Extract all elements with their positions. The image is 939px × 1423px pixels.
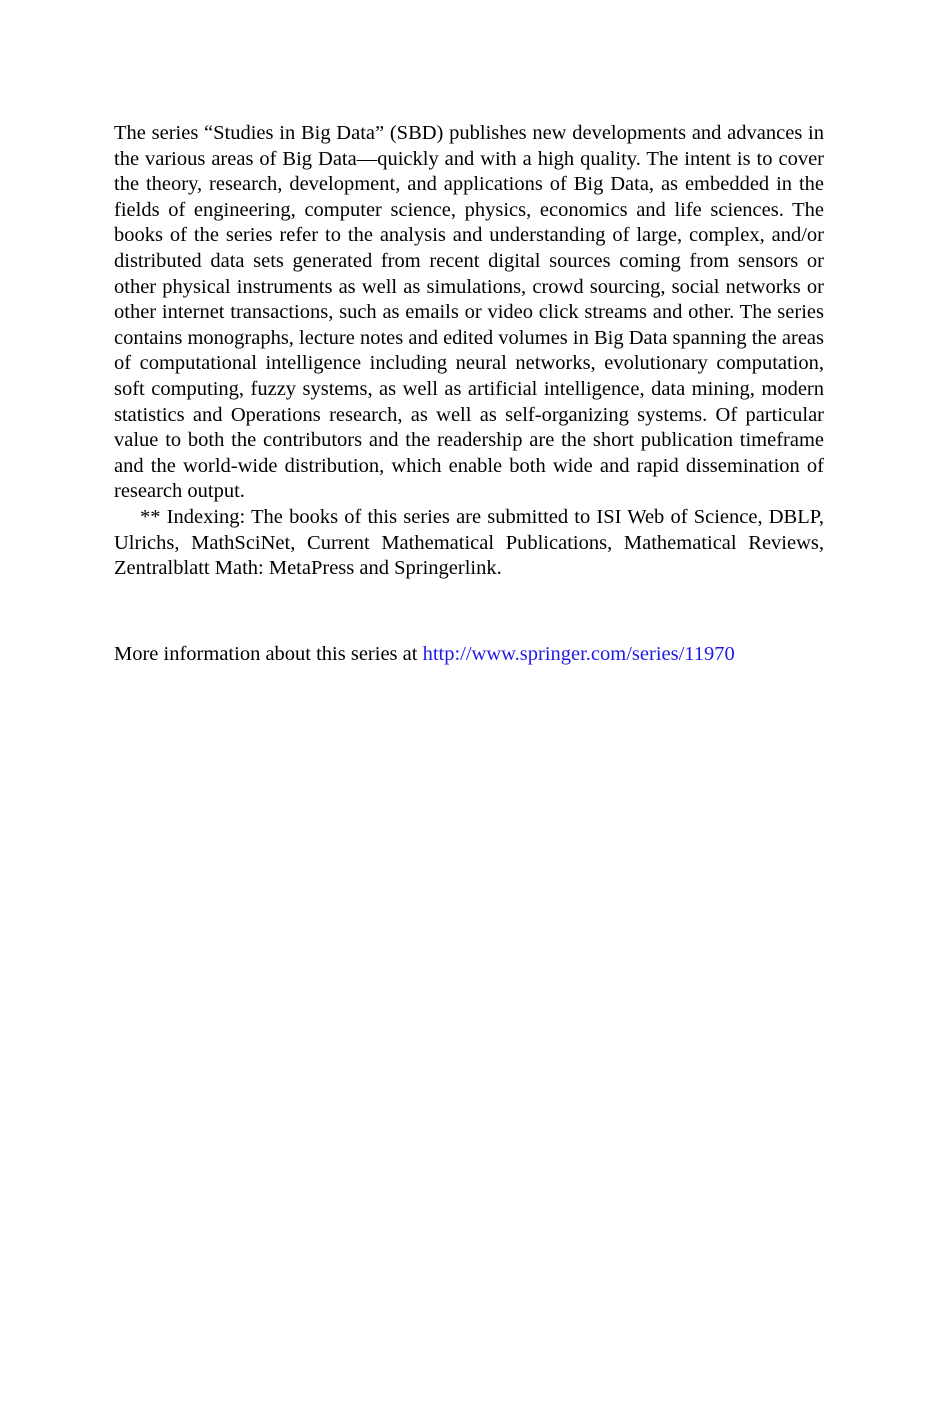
- series-description-paragraph: The series “Studies in Big Data” (SBD) publishes new developments and advances in the various areas of Big Data—quickly and with a high quality. The intent is to cover the theory, research, development, and applications of Big Data, as embedded in the fields of engineering, computer science, physics, economics and life sciences. The books of the series refer to the analysis and understanding of large, complex, and/or distributed data sets generated from recent digital sources coming from sensors or other physical instruments as well as simulations, crowd sourcing, social networks or other internet transactions, such as emails or video click streams and other. The series contains monographs, lecture notes and edited volumes in Big Data spanning the areas of computational intelligence including neural networks, evolutionary computation, soft computing, fuzzy systems, as well as artificial intelligence, data mining, modern statistics and Operations research, as well as self-organizing systems. Of particular value to both the contributors and the readership are the short publication timeframe and the world-wide distribution, which enable both wide and rapid dissemination of research output.: [114, 122, 824, 503]
- series-url-link[interactable]: http://www.springer.com/series/11970: [422, 642, 735, 665]
- indexing-paragraph: ** Indexing: The books of this series are submitted to ISI Web of Science, DBLP, Ulrichs, MathSciNet, Current Mathematical Publications, Mathematical Reviews, Zentralblatt Math: MetaPress and Springerlink.: [114, 505, 824, 580]
- more-info-prefix: More information about this series at: [114, 642, 423, 665]
- more-info-line: [114, 642, 824, 668]
- frontmatter-text-block: [114, 121, 824, 667]
